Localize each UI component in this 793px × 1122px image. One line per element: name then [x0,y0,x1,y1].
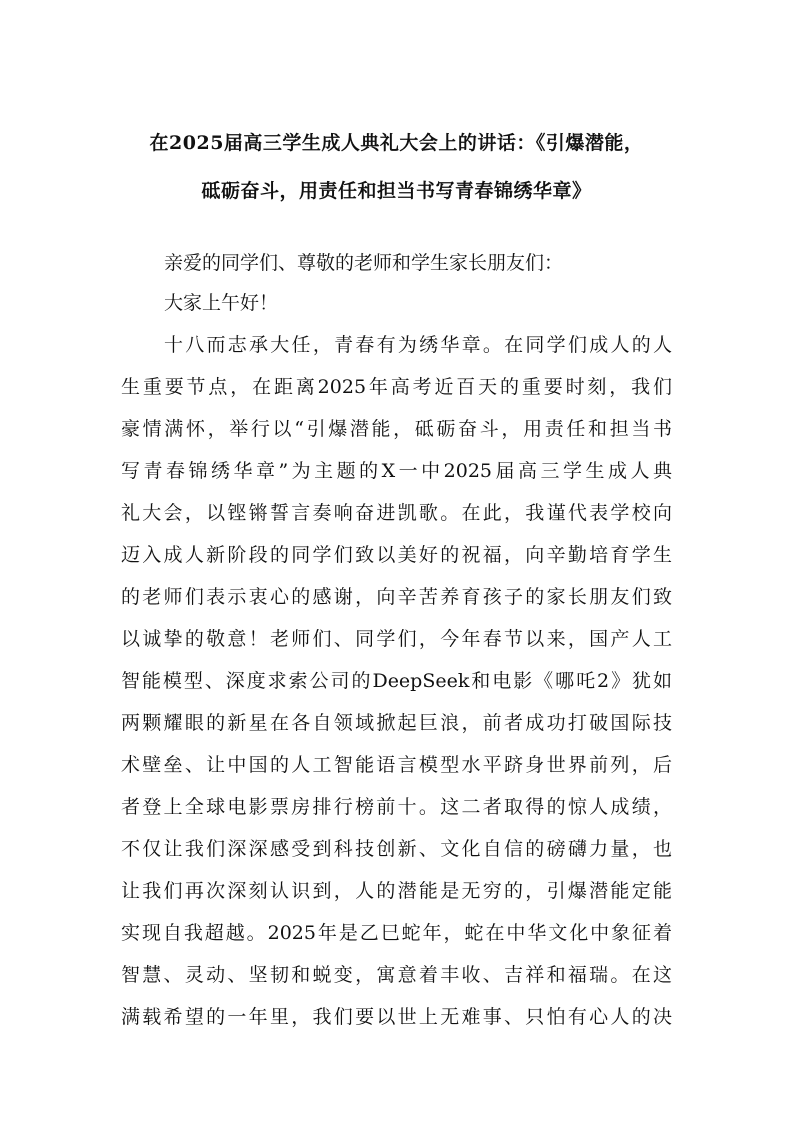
body-line: 写青春锦绣华章”为主题的X一中2025届高三学生成人典 [121,460,672,482]
body-line: 满载希望的一年里，我们要以世上无难事、只怕有心人的决 [121,1006,672,1028]
body-line: 豪情满怀，举行以“引爆潜能，砥砺奋斗，用责任和担当书 [121,418,672,440]
document-title-line-2: 砥砺奋斗，用责任和担当书写青春锦绣华章》 [201,180,592,202]
body-line: 生重要节点，在距离2025年高考近百天的重要时刻，我们 [121,376,672,398]
body-line: 让我们再次深刻认识到，人的潜能是无穷的，引爆潜能定能 [121,880,672,902]
body-line: 者登上全球电影票房排行榜前十。这二者取得的惊人成绩， [121,796,672,818]
body-line: 十八而志承大任，青春有为绣华章。在同学们成人的人 [164,334,672,356]
body-line: 不仅让我们深深感受到科技创新、文化自信的磅礴力量，也 [121,838,672,860]
body-line: 术壁垒、让中国的人工智能语言模型水平跻身世界前列，后 [121,754,672,776]
body-line: 两颗耀眼的新星在各自领域掀起巨浪，前者成功打破国际技 [121,712,672,734]
body-line: 智慧、灵动、坚韧和蜕变，寓意着丰收、吉祥和福瑞。在这 [121,964,672,986]
salutation: 亲爱的同学们、尊敬的老师和学生家长朋友们： [164,252,564,274]
body-line: 迈入成人新阶段的同学们致以美好的祝福，向辛勤培育学生 [121,544,672,566]
body-line: 礼大会，以铿锵誓言奏响奋进凯歌。在此，我谨代表学校向 [121,502,672,524]
body-line: 以诚挚的敬意！老师们、同学们，今年春节以来，国产人工 [121,628,672,650]
greeting: 大家上午好！ [164,292,279,314]
body-line: 智能模型、深度求索公司的DeepSeek和电影《哪吒2》犹如 [121,670,672,692]
document-title-line-1: 在2025届高三学生成人典礼大会上的讲话：《引爆潜能， [149,132,644,154]
body-line: 的老师们表示衷心的感谢，向辛苦养育孩子的家长朋友们致 [121,586,672,608]
body-line: 实现自我超越。2025年是乙巳蛇年，蛇在中华文化中象征着 [121,922,672,944]
